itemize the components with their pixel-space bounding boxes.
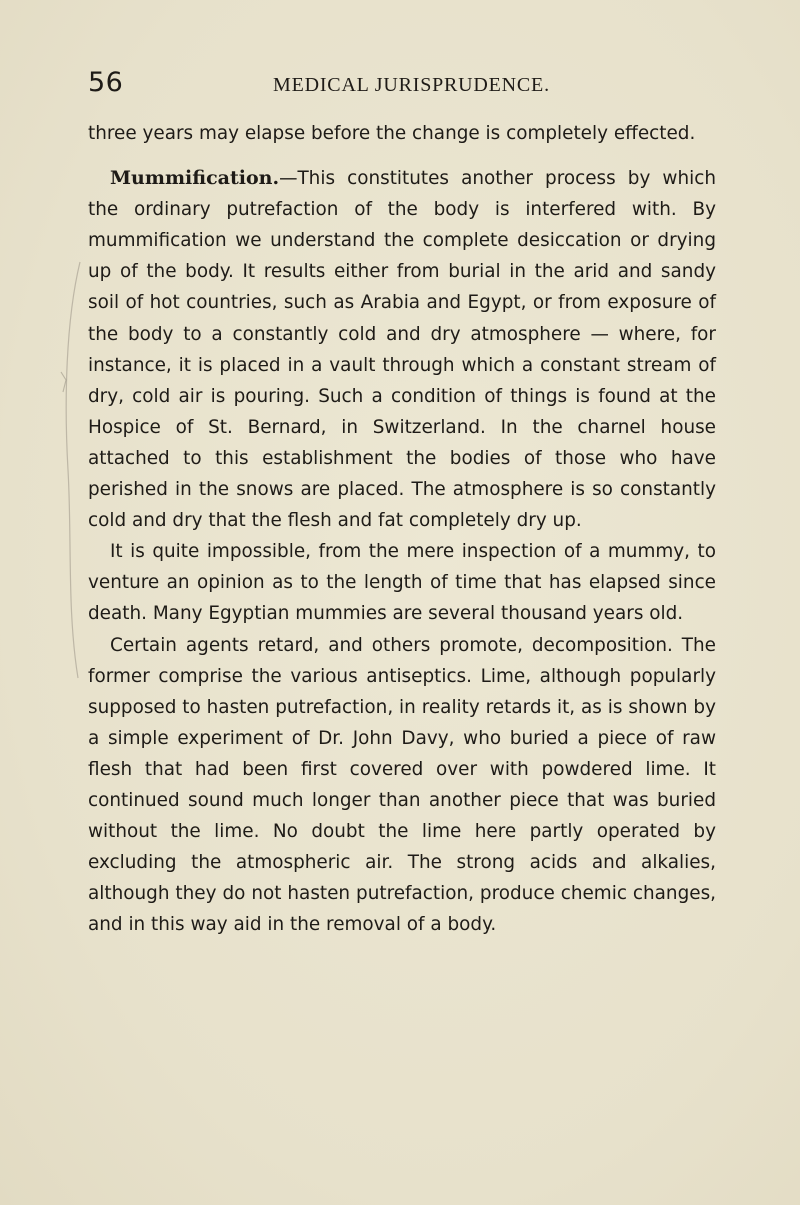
page-number: 56	[88, 67, 124, 98]
paragraph-text: Certain agents retard, and others promote, decomposition. The former comprise the various antiseptics. Lime, although popularly supposed to hasten putrefaction, in reality retards it, as is shown by a simple experiment of Dr. John Davy, who buried a piece of raw flesh that had been first covered over with powdered lime. It continued sound much longer than another piece that was buried without the lime. No doubt the lime here partly operated by excluding the atmospheric air. The strong acids and alkalies, although they do not hasten putrefaction, produce chemic changes, and in this way aid in the removal of a body.	[88, 634, 716, 936]
paragraph-mummification	[88, 163, 716, 536]
pencil-margin-mark-icon	[58, 260, 88, 680]
paragraph-agents	[88, 630, 716, 941]
paragraph-text: —This constitutes another process by which the ordinary putrefaction of the body is interfered with. By mummification we understand the complete desiccation or drying up of the body. It results either from burial in the arid and sandy soil of hot countries, such as Arabia and Egypt, or from exposure of the body to a constantly cold and dry atmosphere — where, for instance, it is placed in a vault through which a constant stream of dry, cold air is pouring. Such a condition of things is found at the Hospice of St. Bernard, in Switzerland. In the charnel house attached to this establishment the bodies of those who have perished in the snows are placed. The atmosphere is so constantly cold and dry that the flesh and fat completely dry up.	[88, 168, 716, 532]
body-text	[88, 118, 716, 940]
running-head	[88, 66, 728, 106]
paragraph-text: three years may elapse before the change is completely effected.	[88, 123, 696, 144]
paragraph-continuation	[88, 118, 716, 149]
section-heading: Mummification.	[110, 167, 280, 190]
paragraph-mummy-inspection	[88, 536, 716, 629]
running-title: MEDICAL JURISPRUDENCE.	[273, 74, 550, 96]
paragraph-text: It is quite impossible, from the mere inspection of a mummy, to venture an opinion as to the length of time that has elapsed since death. Many Egyptian mummies are several thousand years old.	[88, 541, 716, 625]
